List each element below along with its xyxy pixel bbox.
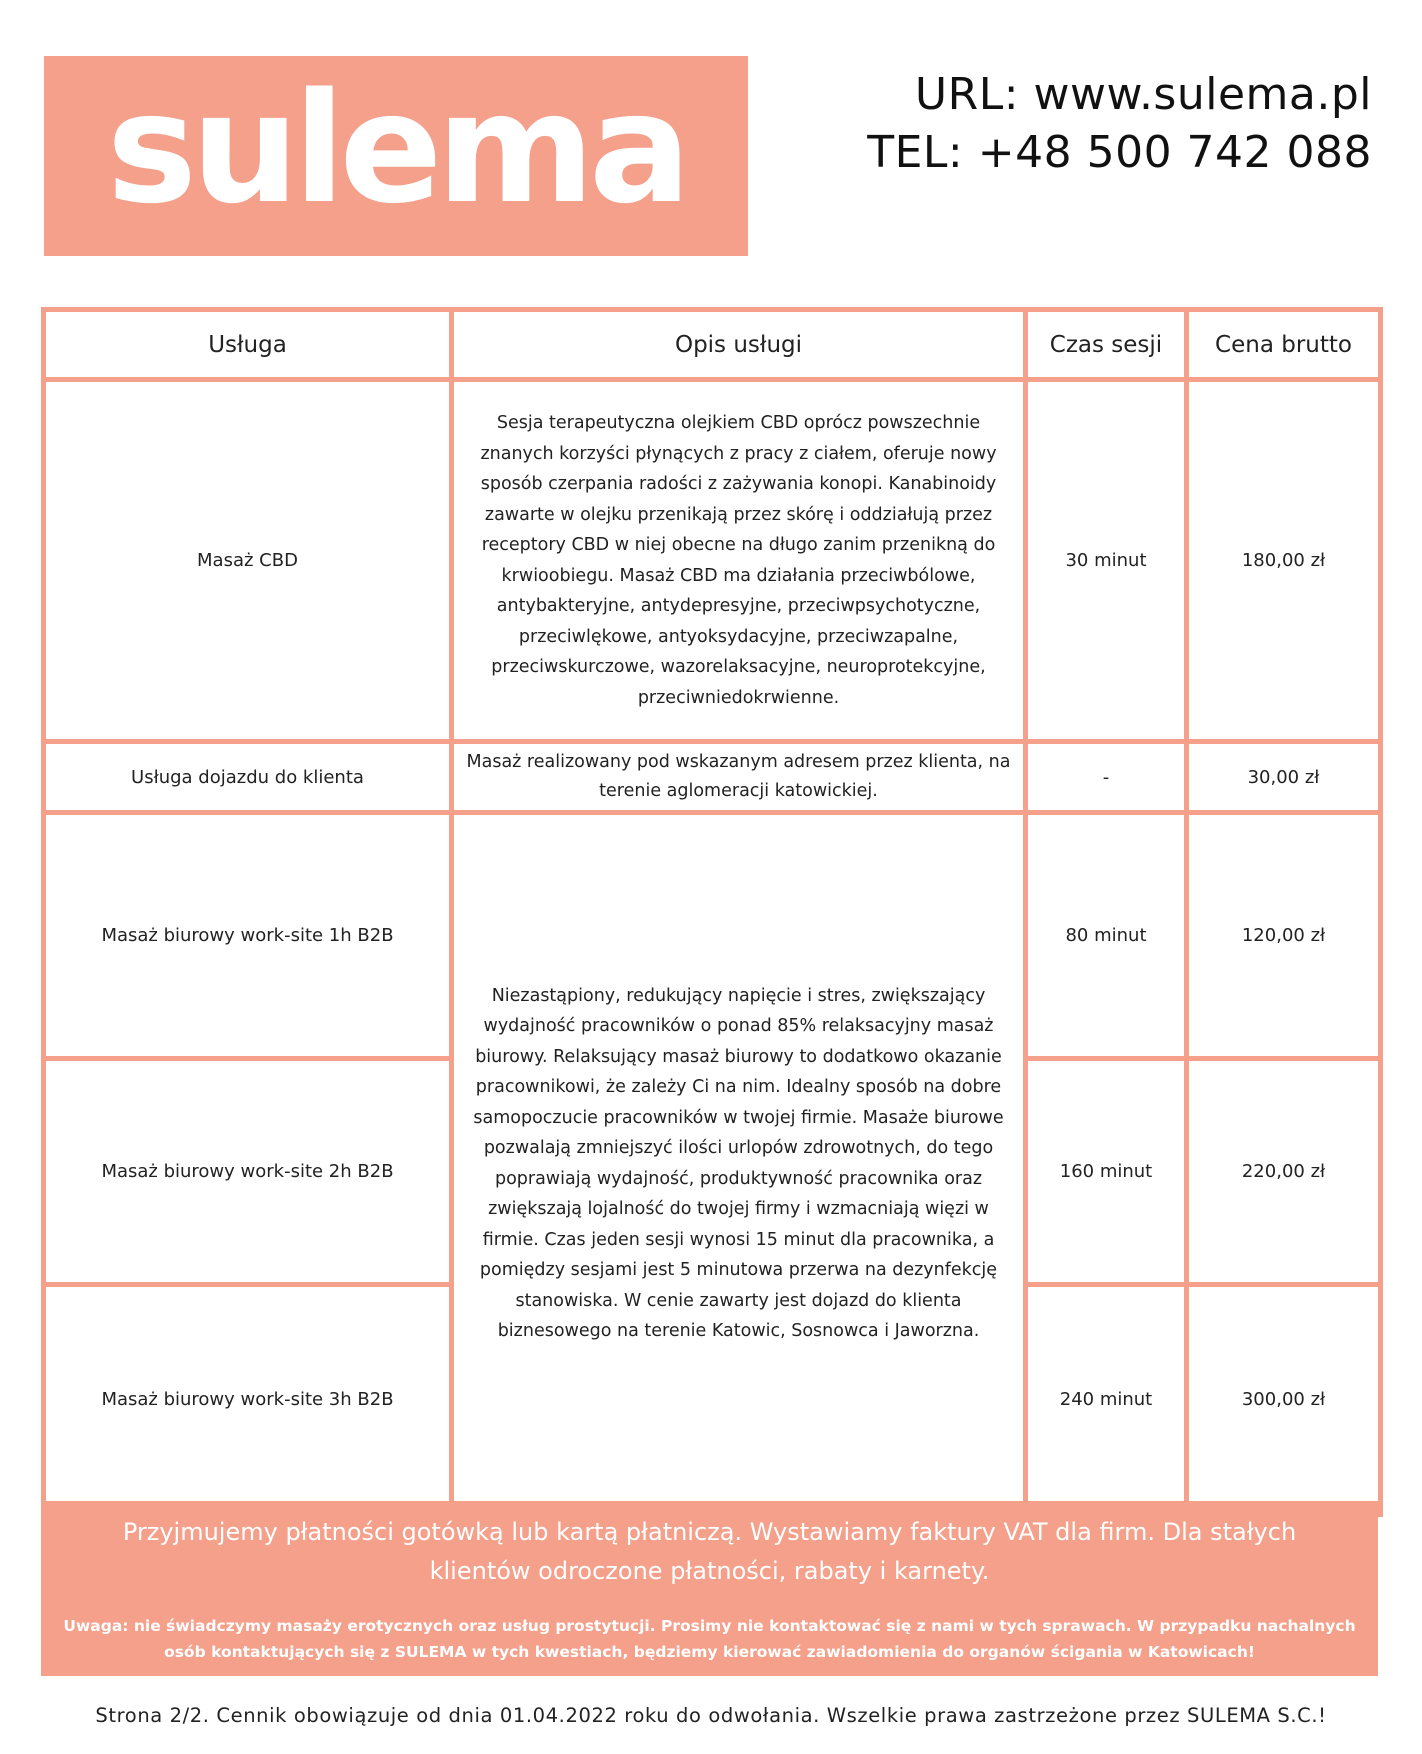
- service-name: Usługa dojazdu do klienta: [44, 742, 452, 813]
- gross-price: 300,00 zł: [1187, 1285, 1381, 1515]
- gross-price: 120,00 zł: [1187, 813, 1381, 1059]
- session-duration: -: [1026, 742, 1187, 813]
- logo-text: sulema: [106, 60, 686, 237]
- session-duration: 240 minut: [1026, 1285, 1187, 1515]
- warning-note: Uwaga: nie świadczymy masaży erotycznych oraz usług prostytucji. Prosimy nie kontaktować się z nami w tych sprawach. W przypadku nachalnych osób kontaktujących się z SULEMA w tych kwestiach, będziemy kierować zawiadomienia do organów ścigania w Katowicach!: [63, 1617, 1356, 1661]
- header-description: Opis usługi: [452, 310, 1026, 380]
- service-description: Sesja terapeutyczna olejkiem CBD oprócz powszechnie znanych korzyści płynących z pracy z ciałem, oferuje nowy sposób czerpania radości z zażywania konopi. Kanabinoidy zawarte w olejku przenikają przez skórę i oddziałują przez receptory CBD w niej obecne na długo zanim przenikną do krwioobiegu. Masaż CBD ma działania przeciwbólowe, antybakteryjne, antydepresyjne, przeciwpsychotyczne, przeciwlękowe, antyoksydacyjne, przeciwzapalne, przeciwskurczowe, wazorelaksacyjne, neuroprotekcyjne, przeciwniedokrwienne.: [452, 380, 1026, 742]
- page-footer: Strona 2/2. Cennik obowiązuje od dnia 01.04.2022 roku do odwołania. Wszelkie prawa zastrzeżone przez SULEMA S.C.!: [95, 1704, 1327, 1727]
- contact-info: [867, 66, 1372, 182]
- table-header-row: [44, 310, 1381, 380]
- service-name: Masaż biurowy work-site 3h B2B: [44, 1285, 452, 1515]
- table-row: [44, 813, 1381, 1059]
- notes-band: [41, 1501, 1378, 1676]
- header-service: Usługa: [44, 310, 452, 380]
- logo-banner: [44, 56, 748, 256]
- gross-price: 180,00 zł: [1187, 380, 1381, 742]
- service-name: Masaż biurowy work-site 2h B2B: [44, 1059, 452, 1285]
- gross-price: 30,00 zł: [1187, 742, 1381, 813]
- service-description: Masaż realizowany pod wskazanym adresem przez klienta, na terenie aglomeracji katowickiej.: [452, 742, 1026, 813]
- service-name: Masaż CBD: [44, 380, 452, 742]
- header-duration: Czas sesji: [1026, 310, 1187, 380]
- service-name: Masaż biurowy work-site 1h B2B: [44, 813, 452, 1059]
- session-duration: 160 minut: [1026, 1059, 1187, 1285]
- table-row: [44, 380, 1381, 742]
- price-table: [41, 307, 1383, 1517]
- gross-price: 220,00 zł: [1187, 1059, 1381, 1285]
- payment-note: Przyjmujemy płatności gotówką lub kartą płatniczą. Wystawiamy faktury VAT dla firm. Dla stałych klientów odroczone płatności, rabaty i karnety.: [122, 1518, 1297, 1585]
- url-line[interactable]: URL: www.sulema.pl: [914, 69, 1372, 120]
- service-description: Niezastąpiony, redukujący napięcie i stres, zwiększający wydajność pracowników o ponad 85% relaksacyjny masaż biurowy. Relaksujący masaż biurowy to dodatkowo okazanie pracownikowi, że zależy Ci na nim. Idealny sposób na dobre samopoczucie pracowników w twojej firmie. Masaże biurowe pozwalają zmniejszyć ilości urlopów zdrowotnych, do tego poprawiają wydajność, produktywność pracownika oraz zwiększają lojalność do twojej firmy i wzmacniają więzi w firmie. Czas jeden sesji wynosi 15 minut dla pracownika, a pomiędzy sesjami jest 5 minutowa przerwa na dezynfekcję stanowiska. W cenie zawarty jest dojazd do klienta biznesowego na terenie Katowic, Sosnowca i Jaworzna.: [452, 813, 1026, 1515]
- phone-line[interactable]: TEL: +48 500 742 088: [867, 127, 1372, 178]
- header-price: Cena brutto: [1187, 310, 1381, 380]
- session-duration: 30 minut: [1026, 380, 1187, 742]
- table-row: [44, 742, 1381, 813]
- session-duration: 80 minut: [1026, 813, 1187, 1059]
